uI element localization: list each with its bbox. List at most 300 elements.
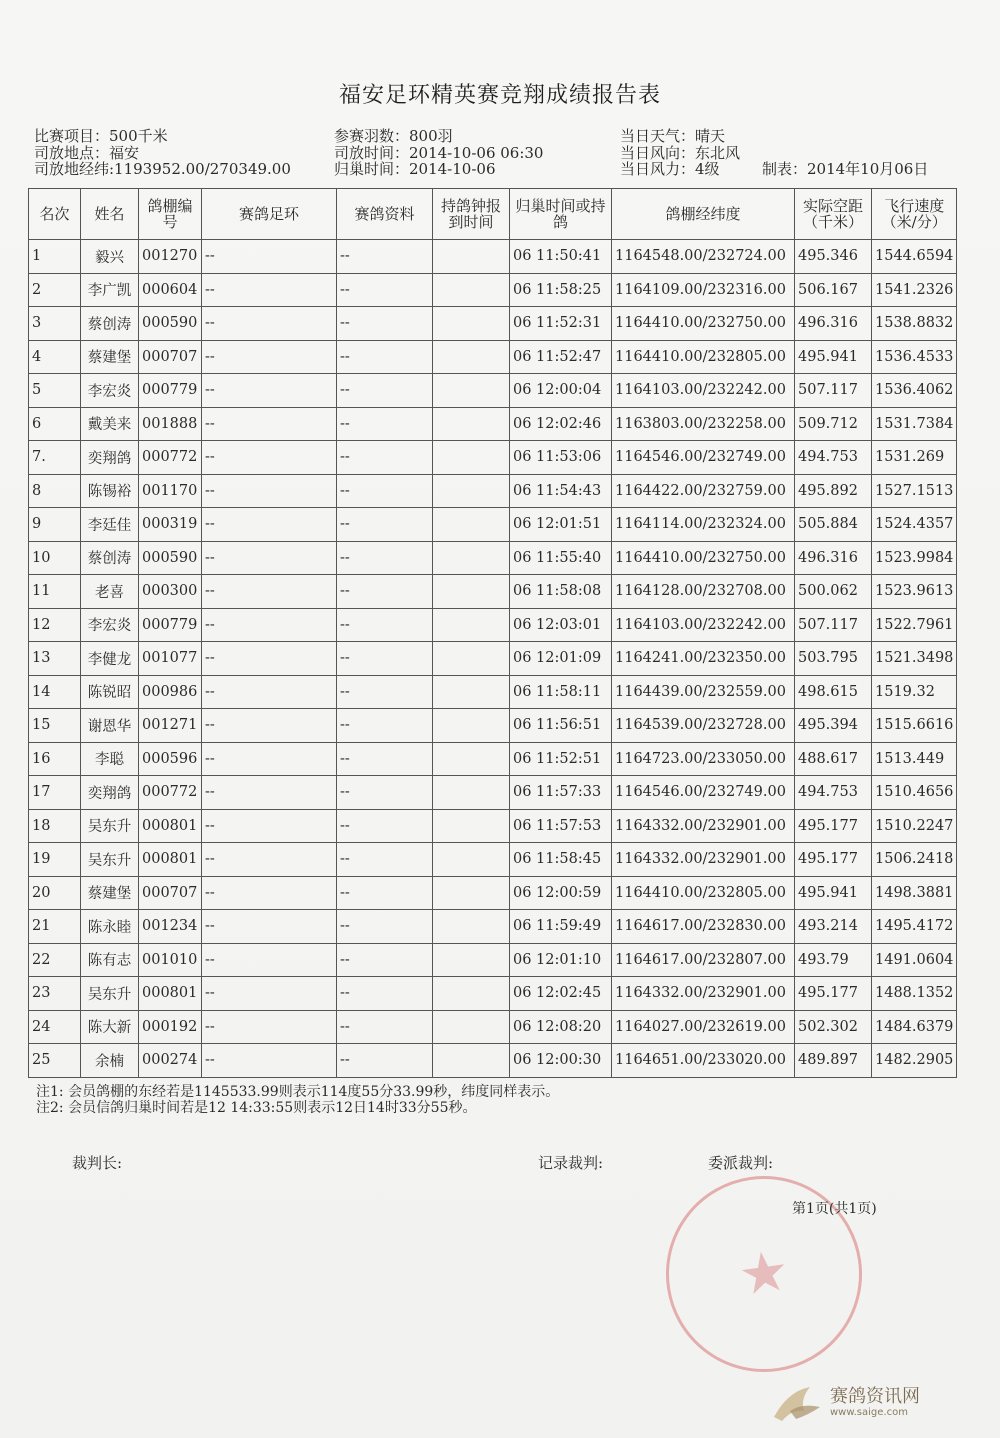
cell-return-time: 06 11:55:40 bbox=[510, 541, 612, 575]
cell-clock-time bbox=[433, 307, 510, 341]
race-weather: 当日天气：晴天 bbox=[620, 127, 726, 145]
cell-clock-time bbox=[433, 541, 510, 575]
cell-distance: 503.795 bbox=[795, 642, 872, 676]
cell-distance: 506.167 bbox=[795, 273, 872, 307]
cell-rank: 24 bbox=[29, 1010, 81, 1044]
cell-speed: 1527.1513 bbox=[872, 474, 957, 508]
cell-loft-id: 001010 bbox=[139, 943, 202, 977]
cell-loft-id: 000772 bbox=[139, 776, 202, 810]
cell-rank: 10 bbox=[29, 541, 81, 575]
cell-loft-id: 000779 bbox=[139, 608, 202, 642]
cell-ring: -- bbox=[202, 575, 337, 609]
cell-coords: 1164617.00/232830.00 bbox=[612, 910, 795, 944]
cell-name: 李广凯 bbox=[81, 273, 139, 307]
cell-distance: 500.062 bbox=[795, 575, 872, 609]
cell-ring: -- bbox=[202, 843, 337, 877]
cell-coords: 1164539.00/232728.00 bbox=[612, 709, 795, 743]
cell-speed: 1488.1352 bbox=[872, 977, 957, 1011]
table-row bbox=[29, 642, 957, 676]
cell-return-time: 06 11:57:33 bbox=[510, 776, 612, 810]
cell-name: 陈有志 bbox=[81, 943, 139, 977]
cell-pigeon-info: -- bbox=[337, 776, 433, 810]
cell-pigeon-info: -- bbox=[337, 474, 433, 508]
cell-clock-time bbox=[433, 910, 510, 944]
cell-clock-time bbox=[433, 809, 510, 843]
cell-distance: 495.394 bbox=[795, 709, 872, 743]
header-loft-id: 鸽棚编号 bbox=[139, 189, 202, 240]
cell-ring: -- bbox=[202, 474, 337, 508]
recorder-referee-label: 记录裁判: bbox=[538, 1154, 604, 1172]
cell-pigeon-info: -- bbox=[337, 977, 433, 1011]
cell-distance: 494.753 bbox=[795, 776, 872, 810]
cell-loft-id: 000274 bbox=[139, 1044, 202, 1078]
cell-rank: 21 bbox=[29, 910, 81, 944]
release-place: 司放地点：福安 bbox=[34, 143, 140, 162]
header-coords: 鸽棚经纬度 bbox=[612, 189, 795, 240]
cell-distance: 494.753 bbox=[795, 441, 872, 475]
cell-ring: -- bbox=[202, 642, 337, 676]
cell-distance: 505.884 bbox=[795, 508, 872, 542]
cell-distance: 495.892 bbox=[795, 474, 872, 508]
cell-return-time: 06 11:58:25 bbox=[510, 273, 612, 307]
cell-ring: -- bbox=[202, 742, 337, 776]
cell-coords: 1164114.00/232324.00 bbox=[612, 508, 795, 542]
cell-pigeon-info: -- bbox=[337, 340, 433, 374]
cell-loft-id: 000707 bbox=[139, 340, 202, 374]
cell-return-time: 06 11:53:06 bbox=[510, 441, 612, 475]
cell-speed: 1523.9984 bbox=[872, 541, 957, 575]
delegate-referee-label: 委派裁判: bbox=[708, 1154, 774, 1172]
cell-rank: 3 bbox=[29, 307, 81, 341]
cell-distance: 496.316 bbox=[795, 307, 872, 341]
cell-name: 余楠 bbox=[81, 1044, 139, 1078]
cell-pigeon-info: -- bbox=[337, 1044, 433, 1078]
cell-pigeon-info: -- bbox=[337, 608, 433, 642]
cell-rank: 11 bbox=[29, 575, 81, 609]
cell-loft-id: 000801 bbox=[139, 977, 202, 1011]
cell-distance: 495.177 bbox=[795, 809, 872, 843]
table-row bbox=[29, 675, 957, 709]
results-table bbox=[28, 188, 957, 1078]
cell-clock-time bbox=[433, 776, 510, 810]
cell-name: 蔡建堡 bbox=[81, 876, 139, 910]
table-row bbox=[29, 340, 957, 374]
cell-return-time: 06 12:01:10 bbox=[510, 943, 612, 977]
cell-distance: 495.941 bbox=[795, 340, 872, 374]
cell-name: 李宏炎 bbox=[81, 608, 139, 642]
table-row bbox=[29, 876, 957, 910]
table-row bbox=[29, 307, 957, 341]
cell-name: 吴东升 bbox=[81, 977, 139, 1011]
table-row bbox=[29, 977, 957, 1011]
cell-coords: 1164332.00/232901.00 bbox=[612, 809, 795, 843]
wind-force: 当日风力：4级 bbox=[620, 160, 720, 178]
cell-name: 老喜 bbox=[81, 575, 139, 609]
cell-coords: 1164241.00/232350.00 bbox=[612, 642, 795, 676]
cell-ring: -- bbox=[202, 910, 337, 944]
cell-clock-time bbox=[433, 742, 510, 776]
cell-rank: 14 bbox=[29, 675, 81, 709]
cell-name: 吴东升 bbox=[81, 843, 139, 877]
cell-name: 陈锐昭 bbox=[81, 675, 139, 709]
cell-return-time: 06 11:57:53 bbox=[510, 809, 612, 843]
cell-ring: -- bbox=[202, 508, 337, 542]
cell-speed: 1506.2418 bbox=[872, 843, 957, 877]
cell-distance: 507.117 bbox=[795, 608, 872, 642]
cell-coords: 1164128.00/232708.00 bbox=[612, 575, 795, 609]
cell-pigeon-info: -- bbox=[337, 910, 433, 944]
cell-pigeon-info: -- bbox=[337, 575, 433, 609]
report-title: 福安足环精英赛竞翔成绩报告表 bbox=[338, 83, 661, 108]
cell-return-time: 06 11:56:51 bbox=[510, 709, 612, 743]
cell-rank: 4 bbox=[29, 340, 81, 374]
cell-speed: 1538.8832 bbox=[872, 307, 957, 341]
cell-distance: 489.897 bbox=[795, 1044, 872, 1078]
cell-clock-time bbox=[433, 642, 510, 676]
cell-speed: 1536.4062 bbox=[872, 374, 957, 408]
cell-pigeon-info: -- bbox=[337, 374, 433, 408]
cell-rank: 17 bbox=[29, 776, 81, 810]
cell-ring: -- bbox=[202, 675, 337, 709]
cell-pigeon-info: -- bbox=[337, 541, 433, 575]
cell-loft-id: 000801 bbox=[139, 809, 202, 843]
cell-loft-id: 000596 bbox=[139, 742, 202, 776]
cell-ring: -- bbox=[202, 240, 337, 274]
cell-speed: 1491.0604 bbox=[872, 943, 957, 977]
cell-rank: 8 bbox=[29, 474, 81, 508]
table-row bbox=[29, 407, 957, 441]
chief-referee-label: 裁判长: bbox=[72, 1154, 123, 1172]
results-body bbox=[29, 240, 957, 1078]
cell-loft-id: 001170 bbox=[139, 474, 202, 508]
header-rank: 名次 bbox=[29, 189, 81, 240]
cell-distance: 509.712 bbox=[795, 407, 872, 441]
made-date: 制表：2014年10月06日 bbox=[762, 160, 929, 178]
cell-clock-time bbox=[433, 407, 510, 441]
cell-coords: 1164103.00/232242.00 bbox=[612, 608, 795, 642]
cell-speed: 1510.4656 bbox=[872, 776, 957, 810]
cell-pigeon-info: -- bbox=[337, 508, 433, 542]
cell-return-time: 06 12:03:01 bbox=[510, 608, 612, 642]
return-time: 归巢时间：2014-10-06 bbox=[334, 160, 496, 178]
cell-pigeon-info: -- bbox=[337, 240, 433, 274]
cell-rank: 6 bbox=[29, 407, 81, 441]
cell-speed: 1536.4533 bbox=[872, 340, 957, 374]
cell-return-time: 06 12:01:51 bbox=[510, 508, 612, 542]
cell-rank: 13 bbox=[29, 642, 81, 676]
cell-coords: 1164548.00/232724.00 bbox=[612, 240, 795, 274]
table-row bbox=[29, 943, 957, 977]
cell-speed: 1544.6594 bbox=[872, 240, 957, 274]
cell-return-time: 06 11:58:08 bbox=[510, 575, 612, 609]
race-info bbox=[34, 128, 964, 178]
cell-loft-id: 001270 bbox=[139, 240, 202, 274]
header-speed: 飞行速度（米/分） bbox=[872, 189, 957, 240]
cell-pigeon-info: -- bbox=[337, 307, 433, 341]
cell-clock-time bbox=[433, 240, 510, 274]
cell-return-time: 06 11:52:51 bbox=[510, 742, 612, 776]
cell-speed: 1524.4357 bbox=[872, 508, 957, 542]
cell-return-time: 06 12:00:59 bbox=[510, 876, 612, 910]
cell-loft-id: 001271 bbox=[139, 709, 202, 743]
release-coords: 司放地经纬:1193952.00/270349.00 bbox=[34, 160, 291, 178]
cell-clock-time bbox=[433, 943, 510, 977]
cell-clock-time bbox=[433, 1010, 510, 1044]
table-row bbox=[29, 240, 957, 274]
note-1: 注1: 会员鸽棚的东经若是1145533.99则表示114度55分33.99秒，纬度同样表示。 bbox=[36, 1084, 560, 1100]
cell-loft-id: 000707 bbox=[139, 876, 202, 910]
cell-loft-id: 000590 bbox=[139, 541, 202, 575]
cell-loft-id: 001077 bbox=[139, 642, 202, 676]
cell-rank: 22 bbox=[29, 943, 81, 977]
cell-pigeon-info: -- bbox=[337, 876, 433, 910]
cell-speed: 1531.7384 bbox=[872, 407, 957, 441]
cell-name: 李廷佳 bbox=[81, 508, 139, 542]
cell-distance: 493.79 bbox=[795, 943, 872, 977]
cell-name: 戴美来 bbox=[81, 407, 139, 441]
cell-return-time: 06 11:50:41 bbox=[510, 240, 612, 274]
cell-clock-time bbox=[433, 575, 510, 609]
cell-rank: 18 bbox=[29, 809, 81, 843]
cell-ring: -- bbox=[202, 943, 337, 977]
cell-loft-id: 000801 bbox=[139, 843, 202, 877]
cell-name: 蔡创涛 bbox=[81, 307, 139, 341]
cell-pigeon-info: -- bbox=[337, 441, 433, 475]
cell-coords: 1164422.00/232759.00 bbox=[612, 474, 795, 508]
table-row bbox=[29, 910, 957, 944]
cell-pigeon-info: -- bbox=[337, 943, 433, 977]
cell-speed: 1482.2905 bbox=[872, 1044, 957, 1078]
watermark-url: www.saige.com bbox=[830, 1407, 908, 1418]
cell-speed: 1523.9613 bbox=[872, 575, 957, 609]
table-row bbox=[29, 441, 957, 475]
cell-rank: 9 bbox=[29, 508, 81, 542]
cell-loft-id: 000604 bbox=[139, 273, 202, 307]
cell-ring: -- bbox=[202, 541, 337, 575]
cell-ring: -- bbox=[202, 374, 337, 408]
header-pigeon-info: 赛鸽资料 bbox=[337, 189, 433, 240]
cell-rank: 20 bbox=[29, 876, 81, 910]
cell-distance: 495.346 bbox=[795, 240, 872, 274]
cell-ring: -- bbox=[202, 608, 337, 642]
cell-rank: 16 bbox=[29, 742, 81, 776]
cell-coords: 1164332.00/232901.00 bbox=[612, 843, 795, 877]
cell-loft-id: 000986 bbox=[139, 675, 202, 709]
cell-coords: 1164723.00/233050.00 bbox=[612, 742, 795, 776]
table-row bbox=[29, 608, 957, 642]
cell-ring: -- bbox=[202, 709, 337, 743]
cell-rank: 2 bbox=[29, 273, 81, 307]
cell-loft-id: 000192 bbox=[139, 1010, 202, 1044]
cell-rank: 23 bbox=[29, 977, 81, 1011]
cell-ring: -- bbox=[202, 340, 337, 374]
cell-coords: 1164109.00/232316.00 bbox=[612, 273, 795, 307]
cell-return-time: 06 11:52:47 bbox=[510, 340, 612, 374]
cell-speed: 1515.6616 bbox=[872, 709, 957, 743]
cell-speed: 1484.6379 bbox=[872, 1010, 957, 1044]
cell-clock-time bbox=[433, 1044, 510, 1078]
cell-rank: 25 bbox=[29, 1044, 81, 1078]
cell-pigeon-info: -- bbox=[337, 709, 433, 743]
cell-name: 毅兴 bbox=[81, 240, 139, 274]
cell-rank: 1 bbox=[29, 240, 81, 274]
page-number: 第1页(共1页) bbox=[792, 1201, 877, 1217]
cell-name: 李宏炎 bbox=[81, 374, 139, 408]
cell-speed: 1510.2247 bbox=[872, 809, 957, 843]
cell-ring: -- bbox=[202, 1044, 337, 1078]
cell-pigeon-info: -- bbox=[337, 1010, 433, 1044]
cell-clock-time bbox=[433, 608, 510, 642]
table-row bbox=[29, 541, 957, 575]
cell-distance: 495.177 bbox=[795, 843, 872, 877]
cell-return-time: 06 12:00:30 bbox=[510, 1044, 612, 1078]
table-header-row bbox=[29, 189, 957, 240]
cell-clock-time bbox=[433, 675, 510, 709]
cell-coords: 1164617.00/232807.00 bbox=[612, 943, 795, 977]
cell-distance: 502.302 bbox=[795, 1010, 872, 1044]
cell-loft-id: 000590 bbox=[139, 307, 202, 341]
table-row bbox=[29, 1044, 957, 1078]
cell-loft-id: 000300 bbox=[139, 575, 202, 609]
site-watermark bbox=[770, 1380, 920, 1426]
cell-ring: -- bbox=[202, 273, 337, 307]
cell-pigeon-info: -- bbox=[337, 273, 433, 307]
race-project: 比赛项目：500千米 bbox=[34, 127, 168, 145]
cell-ring: -- bbox=[202, 307, 337, 341]
cell-speed: 1495.4172 bbox=[872, 910, 957, 944]
cell-name: 李聪 bbox=[81, 742, 139, 776]
cell-speed: 1519.32 bbox=[872, 675, 957, 709]
cell-loft-id: 001888 bbox=[139, 407, 202, 441]
cell-coords: 1164410.00/232805.00 bbox=[612, 340, 795, 374]
cell-name: 陈永睦 bbox=[81, 910, 139, 944]
cell-coords: 1164027.00/232619.00 bbox=[612, 1010, 795, 1044]
header-return-time: 归巢时间或持鸽 bbox=[510, 189, 612, 240]
cell-return-time: 06 11:59:49 bbox=[510, 910, 612, 944]
cell-distance: 496.316 bbox=[795, 541, 872, 575]
cell-clock-time bbox=[433, 441, 510, 475]
cell-coords: 1164410.00/232750.00 bbox=[612, 307, 795, 341]
cell-speed: 1522.7961 bbox=[872, 608, 957, 642]
cell-distance: 493.214 bbox=[795, 910, 872, 944]
cell-distance: 507.117 bbox=[795, 374, 872, 408]
release-time: 司放时间：2014-10-06 06:30 bbox=[334, 143, 544, 162]
cell-pigeon-info: -- bbox=[337, 407, 433, 441]
table-row bbox=[29, 474, 957, 508]
cell-return-time: 06 12:01:09 bbox=[510, 642, 612, 676]
cell-return-time: 06 12:02:46 bbox=[510, 407, 612, 441]
cell-rank: 19 bbox=[29, 843, 81, 877]
cell-loft-id: 001234 bbox=[139, 910, 202, 944]
cell-speed: 1498.3881 bbox=[872, 876, 957, 910]
cell-rank: 5 bbox=[29, 374, 81, 408]
cell-clock-time bbox=[433, 843, 510, 877]
table-row bbox=[29, 809, 957, 843]
race-entries: 参赛羽数：800羽 bbox=[334, 127, 453, 145]
cell-name: 吴东升 bbox=[81, 809, 139, 843]
cell-return-time: 06 11:54:43 bbox=[510, 474, 612, 508]
cell-clock-time bbox=[433, 508, 510, 542]
cell-pigeon-info: -- bbox=[337, 809, 433, 843]
cell-clock-time bbox=[433, 273, 510, 307]
table-row bbox=[29, 508, 957, 542]
table-row bbox=[29, 1010, 957, 1044]
cell-return-time: 06 11:58:45 bbox=[510, 843, 612, 877]
notes bbox=[36, 1084, 559, 1116]
header-ring: 赛鸽足环 bbox=[202, 189, 337, 240]
table-row bbox=[29, 374, 957, 408]
table-row bbox=[29, 575, 957, 609]
cell-pigeon-info: -- bbox=[337, 642, 433, 676]
cell-coords: 1163803.00/232258.00 bbox=[612, 407, 795, 441]
pigeon-logo-icon bbox=[770, 1381, 824, 1425]
cell-clock-time bbox=[433, 709, 510, 743]
seal-star-icon: ★ bbox=[734, 1237, 794, 1310]
cell-return-time: 06 12:02:45 bbox=[510, 977, 612, 1011]
header-name: 姓名 bbox=[81, 189, 139, 240]
cell-name: 谢恩华 bbox=[81, 709, 139, 743]
cell-loft-id: 000319 bbox=[139, 508, 202, 542]
cell-name: 陈大新 bbox=[81, 1010, 139, 1044]
cell-clock-time bbox=[433, 374, 510, 408]
cell-clock-time bbox=[433, 977, 510, 1011]
cell-ring: -- bbox=[202, 1010, 337, 1044]
cell-clock-time bbox=[433, 876, 510, 910]
cell-distance: 498.615 bbox=[795, 675, 872, 709]
cell-speed: 1513.449 bbox=[872, 742, 957, 776]
table-row bbox=[29, 742, 957, 776]
cell-name: 李健龙 bbox=[81, 642, 139, 676]
cell-distance: 495.177 bbox=[795, 977, 872, 1011]
cell-coords: 1164332.00/232901.00 bbox=[612, 977, 795, 1011]
table-row bbox=[29, 273, 957, 307]
cell-ring: -- bbox=[202, 876, 337, 910]
cell-clock-time bbox=[433, 340, 510, 374]
cell-rank: 7. bbox=[29, 441, 81, 475]
wind-direction: 当日风向：东北风 bbox=[620, 143, 741, 162]
cell-rank: 12 bbox=[29, 608, 81, 642]
cell-coords: 1164410.00/232805.00 bbox=[612, 876, 795, 910]
cell-speed: 1531.269 bbox=[872, 441, 957, 475]
cell-distance: 488.617 bbox=[795, 742, 872, 776]
cell-pigeon-info: -- bbox=[337, 742, 433, 776]
cell-loft-id: 000772 bbox=[139, 441, 202, 475]
cell-pigeon-info: -- bbox=[337, 675, 433, 709]
header-clock-time: 持鸽钟报到时间 bbox=[433, 189, 510, 240]
cell-coords: 1164439.00/232559.00 bbox=[612, 675, 795, 709]
cell-return-time: 06 11:52:31 bbox=[510, 307, 612, 341]
cell-return-time: 06 11:58:11 bbox=[510, 675, 612, 709]
table-row bbox=[29, 776, 957, 810]
cell-name: 蔡创涛 bbox=[81, 541, 139, 575]
watermark-name: 赛鸽资讯网 bbox=[830, 1386, 920, 1407]
cell-coords: 1164546.00/232749.00 bbox=[612, 776, 795, 810]
cell-name: 陈锡裕 bbox=[81, 474, 139, 508]
cell-ring: -- bbox=[202, 977, 337, 1011]
cell-coords: 1164651.00/233020.00 bbox=[612, 1044, 795, 1078]
official-seal-stamp bbox=[653, 1163, 874, 1384]
cell-coords: 1164410.00/232750.00 bbox=[612, 541, 795, 575]
cell-rank: 15 bbox=[29, 709, 81, 743]
cell-coords: 1164103.00/232242.00 bbox=[612, 374, 795, 408]
cell-pigeon-info: -- bbox=[337, 843, 433, 877]
cell-clock-time bbox=[433, 474, 510, 508]
cell-ring: -- bbox=[202, 441, 337, 475]
cell-return-time: 06 12:00:04 bbox=[510, 374, 612, 408]
note-2: 注2: 会员信鸽归巢时间若是12 14:33:55则表示12日14时33分55秒。 bbox=[36, 1100, 477, 1116]
cell-ring: -- bbox=[202, 407, 337, 441]
cell-loft-id: 000779 bbox=[139, 374, 202, 408]
